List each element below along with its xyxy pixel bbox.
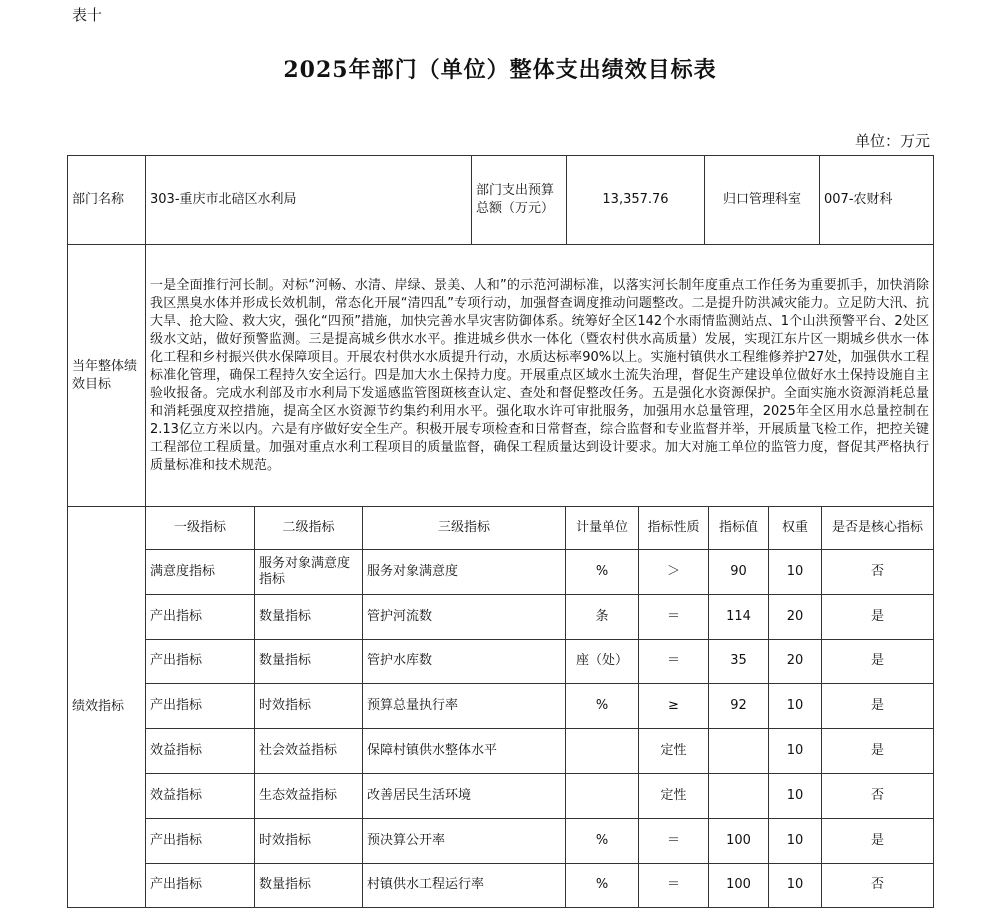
level2-cell: 数量指标 [255, 594, 363, 639]
info-table [67, 155, 934, 507]
annual-goal-text: 一是全面推行河长制。对标“河畅、水清、岸绿、景美、人和”的示范河湖标准，以落实河长制年度重点工作任务为重要抓手，加快消除我区黑臭水体并形成长效机制，常态化开展“清四乱”专项行动，加强督查调度推动问题整改。二是提升防洪减灾能力。立足防大汛、抗大旱、抢大险、救大灾，强化“四预”措施，加快完善水旱灾害防御体系。统筹好全区142个水雨情监测站点、1个山洪预警平台、2处区级水文站，做好预警监测。三是提高城乡供水水平。推进城乡供水一体化（暨农村供水高质量）发展，实现江东片区一期城乡供水一体化工程和乡村振兴供水保障项目。开展农村供水水质提升行动，水质达标率90%以上。实施村镇供水工程维修养护27处，加强供水工程标准化管理，确保工程持久安全运行。四是加大水土保持力度。开展重点区域水土流失治理，督促生产建设单位做好水土保持设施自主验收报备。完成水利部及市水利局下发遥感监管图斑核查认定、查处和督促整改任务。五是强化水资源保护。全面实施水资源消耗总量和消耗强度双控措施，提高全区水资源节约集约利用水平。强化取水许可审批服务，加强用水总量管理，2025年全区用水总量控制在2.13亿立方米以内。六是有序做好安全生产。积极开展专项检查和日常督查，综合监督和专业监督并举，开展质量飞检工作，把控关键工程部位工程质量。加强对重点水利工程项目的质量监督，确保工程质量达到设计要求。加大对施工单位的监管力度，督促其严格执行质量标准和技术规范。 [146, 245, 934, 507]
level1-cell: 产出指标 [146, 684, 255, 729]
goal-row [68, 245, 934, 507]
level1-cell: 效益指标 [146, 729, 255, 774]
unit-cell: % [566, 863, 639, 908]
level1-cell: 产出指标 [146, 818, 255, 863]
level2-cell: 时效指标 [255, 818, 363, 863]
nature-cell: ＞ [639, 550, 709, 595]
level3-cell: 改善居民生活环境 [363, 773, 566, 818]
level1-cell: 产出指标 [146, 863, 255, 908]
core-cell: 否 [822, 863, 934, 908]
value-cell: 90 [709, 550, 769, 595]
weight-cell: 10 [769, 550, 822, 595]
level3-cell: 管护水库数 [363, 639, 566, 684]
table-row [68, 550, 934, 595]
level3-cell: 管护河流数 [363, 594, 566, 639]
level3-cell: 预算总量执行率 [363, 684, 566, 729]
unit-cell [566, 729, 639, 774]
nature-cell: ≥ [639, 684, 709, 729]
value-cell: 35 [709, 639, 769, 684]
col-header-level2: 二级指标 [255, 507, 363, 550]
col-header-value: 指标值 [709, 507, 769, 550]
table-number-label: 表十 [72, 6, 103, 24]
unit-cell: % [566, 684, 639, 729]
col-header-level1: 一级指标 [146, 507, 255, 550]
core-cell: 是 [822, 639, 934, 684]
level2-cell: 时效指标 [255, 684, 363, 729]
weight-cell: 10 [769, 684, 822, 729]
value-cell: 92 [709, 684, 769, 729]
unit-cell: 座（处） [566, 639, 639, 684]
unit-cell [566, 773, 639, 818]
value-cell: 100 [709, 863, 769, 908]
info-row [68, 156, 934, 245]
level2-cell: 生态效益指标 [255, 773, 363, 818]
table-row [68, 863, 934, 908]
mgmt-office-value: 007-农财科 [820, 156, 934, 245]
level3-cell: 预决算公开率 [363, 818, 566, 863]
core-cell: 否 [822, 773, 934, 818]
dept-name-value: 303-重庆市北碚区水利局 [146, 156, 472, 245]
performance-table [67, 506, 934, 908]
nature-cell: ＝ [639, 639, 709, 684]
unit-cell: % [566, 818, 639, 863]
table-row [68, 818, 934, 863]
weight-cell: 10 [769, 818, 822, 863]
weight-cell: 10 [769, 863, 822, 908]
level2-cell: 服务对象满意度指标 [255, 550, 363, 595]
value-cell: 100 [709, 818, 769, 863]
mgmt-office-label: 归口管理科室 [705, 156, 820, 245]
budget-total-label: 部门支出预算总额（万元） [472, 156, 567, 245]
unit-cell: % [566, 550, 639, 595]
level2-cell: 数量指标 [255, 863, 363, 908]
table-row [68, 594, 934, 639]
dept-name-label: 部门名称 [68, 156, 146, 245]
level3-cell: 村镇供水工程运行率 [363, 863, 566, 908]
unit-label: 单位：万元 [854, 132, 930, 150]
col-header-unit: 计量单位 [566, 507, 639, 550]
header-row [68, 507, 934, 550]
value-cell: 114 [709, 594, 769, 639]
weight-cell: 10 [769, 729, 822, 774]
core-cell: 是 [822, 729, 934, 774]
level2-cell: 社会效益指标 [255, 729, 363, 774]
table-row [68, 684, 934, 729]
table-row [68, 773, 934, 818]
perf-indicator-label: 绩效指标 [68, 507, 146, 908]
level2-cell: 数量指标 [255, 639, 363, 684]
level3-cell: 服务对象满意度 [363, 550, 566, 595]
col-header-level3: 三级指标 [363, 507, 566, 550]
col-header-core: 是否是核心指标 [822, 507, 934, 550]
col-header-weight: 权重 [769, 507, 822, 550]
budget-total-value: 13,357.76 [567, 156, 705, 245]
nature-cell: 定性 [639, 773, 709, 818]
nature-cell: ＝ [639, 818, 709, 863]
level3-cell: 保障村镇供水整体水平 [363, 729, 566, 774]
level1-cell: 产出指标 [146, 594, 255, 639]
level1-cell: 产出指标 [146, 639, 255, 684]
nature-cell: ＝ [639, 863, 709, 908]
value-cell [709, 729, 769, 774]
nature-cell: 定性 [639, 729, 709, 774]
unit-cell: 条 [566, 594, 639, 639]
annual-goal-label: 当年整体绩效目标 [68, 245, 146, 507]
page-title: 2025年部门（单位）整体支出绩效目标表 [283, 57, 717, 83]
table-row [68, 639, 934, 684]
weight-cell: 10 [769, 773, 822, 818]
weight-cell: 20 [769, 594, 822, 639]
nature-cell: ＝ [639, 594, 709, 639]
table-row [68, 729, 934, 774]
col-header-nature: 指标性质 [639, 507, 709, 550]
weight-cell: 20 [769, 639, 822, 684]
core-cell: 是 [822, 684, 934, 729]
core-cell: 是 [822, 594, 934, 639]
value-cell [709, 773, 769, 818]
level1-cell: 效益指标 [146, 773, 255, 818]
level1-cell: 满意度指标 [146, 550, 255, 595]
core-cell: 是 [822, 818, 934, 863]
core-cell: 否 [822, 550, 934, 595]
